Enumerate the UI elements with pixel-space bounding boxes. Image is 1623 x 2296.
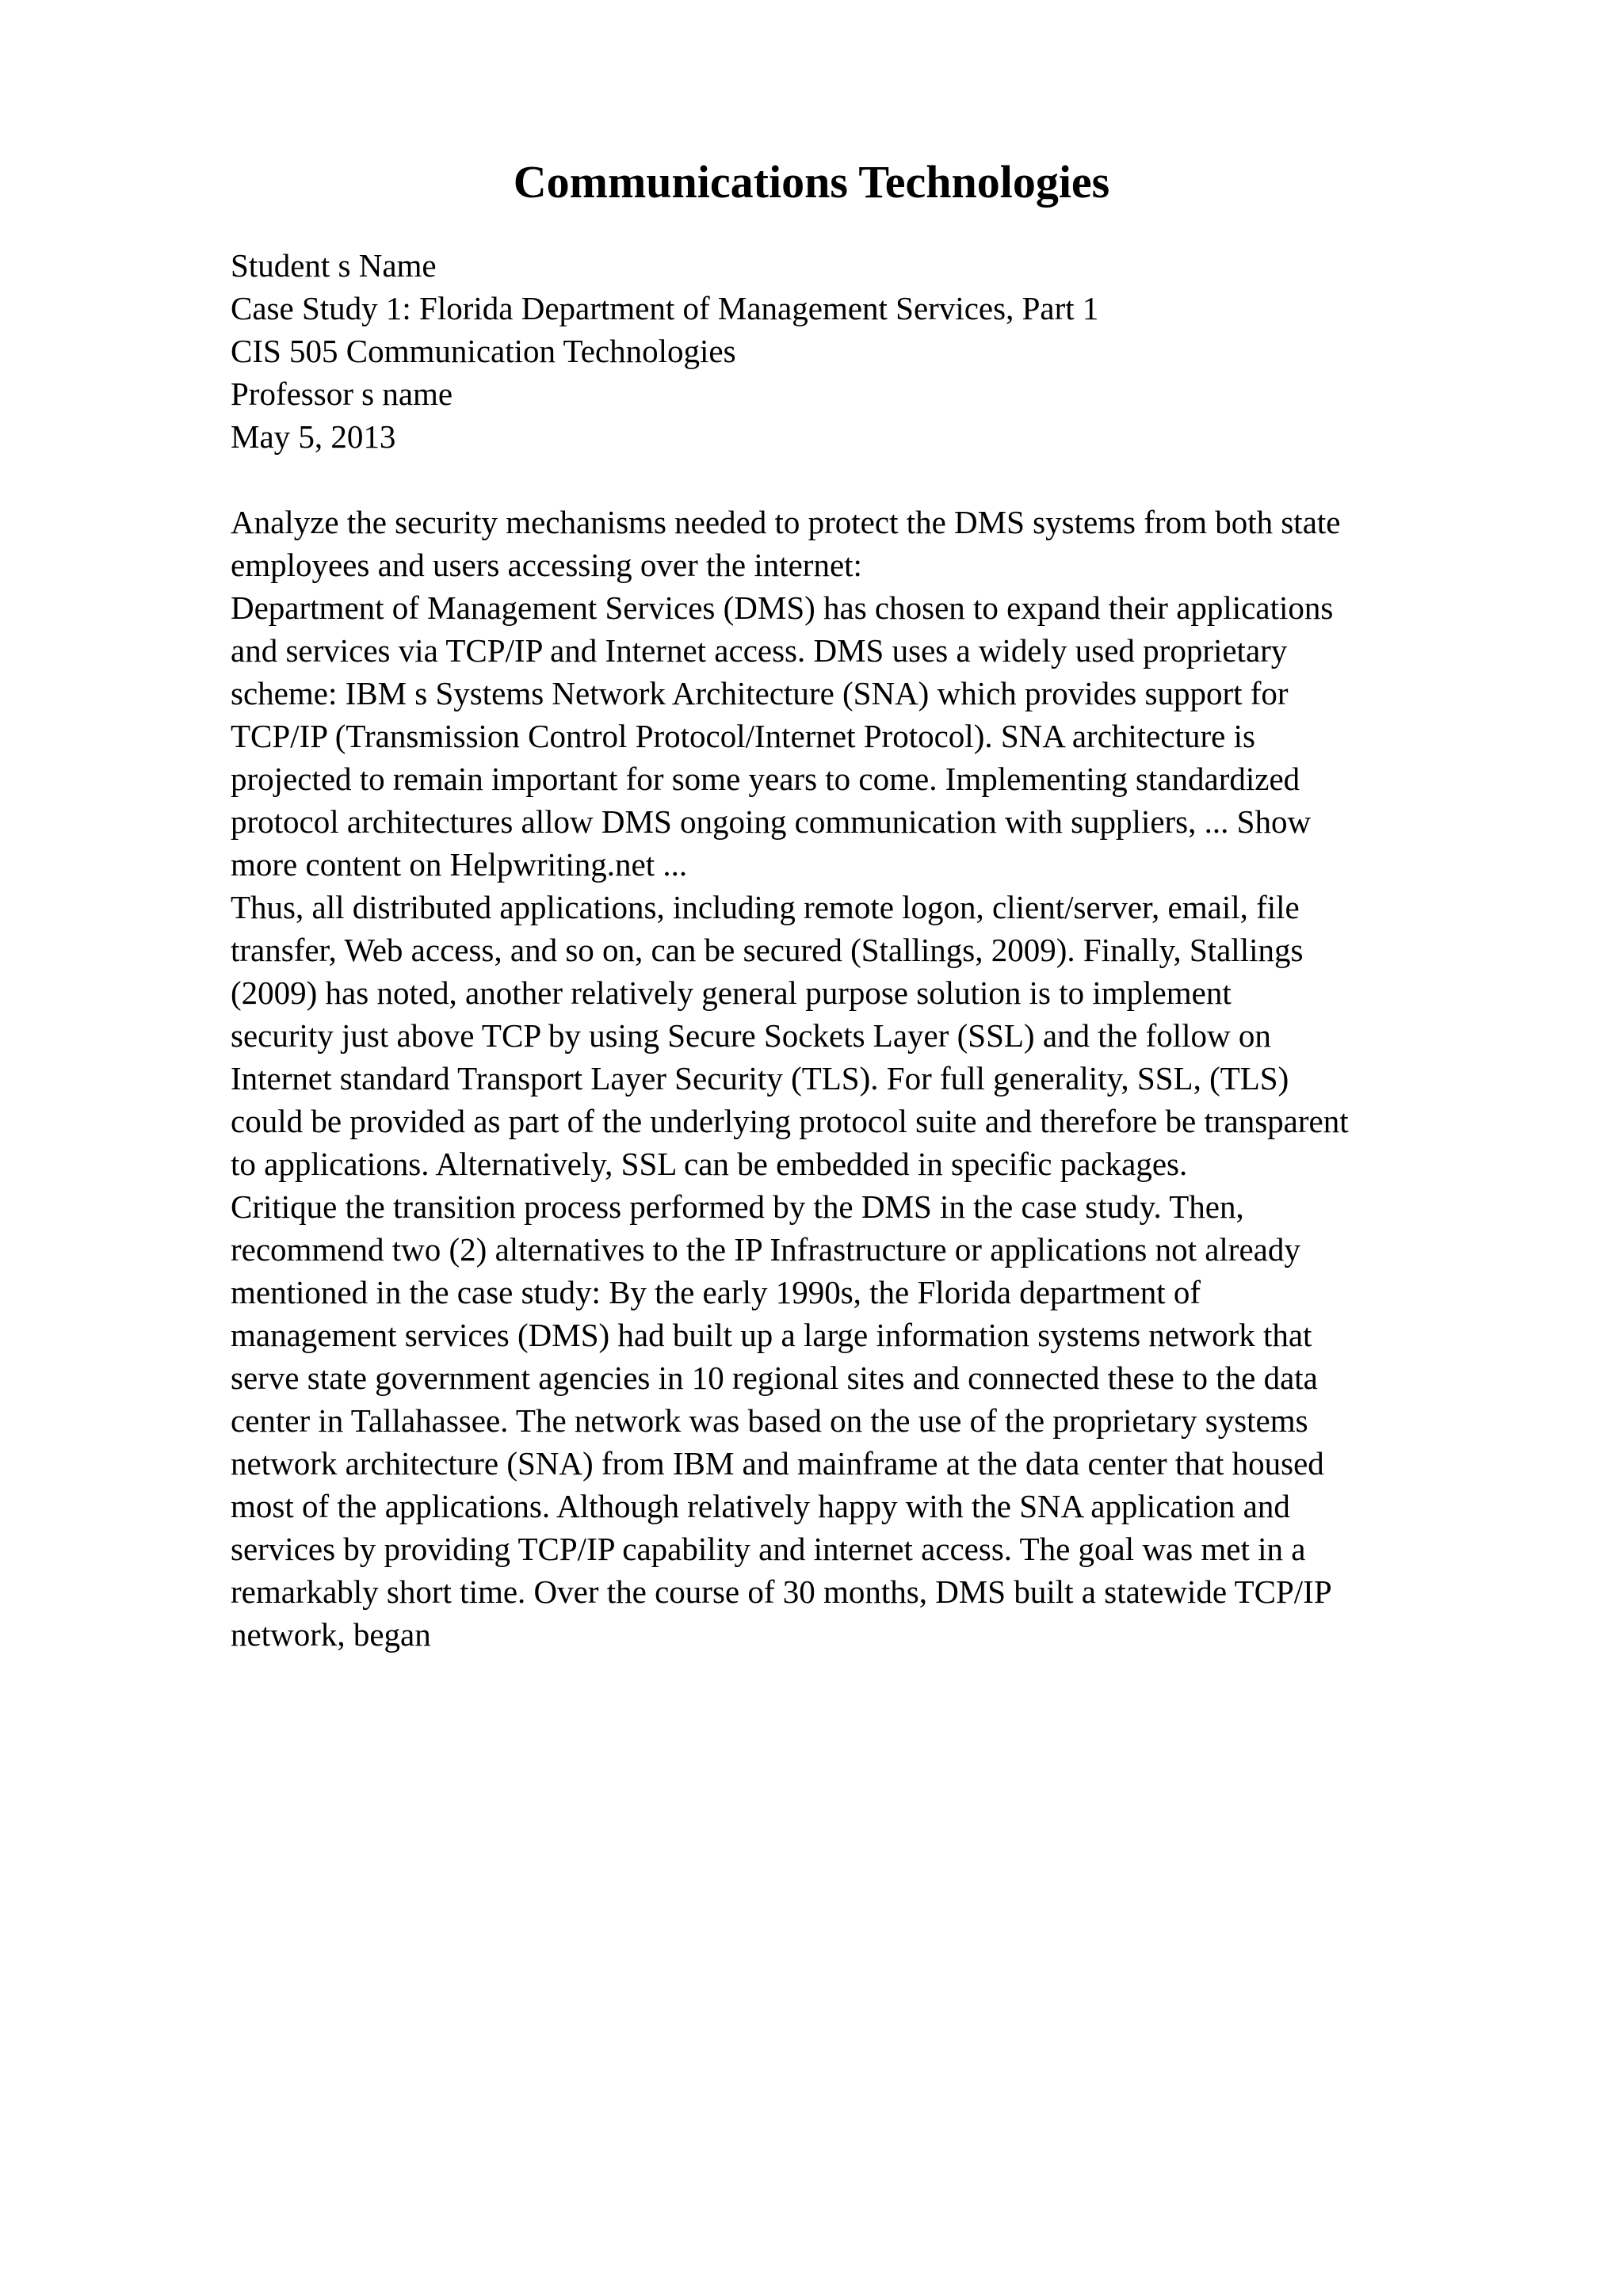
date-line: May 5, 2013 [231, 418, 396, 455]
body-line: protocol architectures allow DMS ongoing communication with suppliers, ... Show [231, 803, 1312, 840]
body-line: mentioned in the case study: By the early 1990s, the Florida department of [231, 1274, 1201, 1310]
body-line: Department of Management Services (DMS) has chosen to expand their applications [231, 589, 1334, 626]
body-line: serve state government agencies in 10 regional sites and connected these to the data [231, 1360, 1318, 1396]
body-line: Critique the transition process performed by the DMS in the case study. Then, [231, 1188, 1244, 1225]
document-header-info [231, 244, 1530, 458]
body-line: recommend two (2) alternatives to the IP Infrastructure or applications not already [231, 1231, 1300, 1268]
body-line: network architecture (SNA) from IBM and mainframe at the data center that housed [231, 1445, 1324, 1482]
body-line: network, began [231, 1616, 431, 1653]
document-body [231, 501, 1530, 1656]
body-line: Internet standard Transport Layer Security (TLS). For full generality, SSL, (TLS) [231, 1060, 1289, 1097]
body-line: could be provided as part of the underlying protocol suite and therefore be transparent [231, 1103, 1349, 1139]
course-line: CIS 505 Communication Technologies [231, 333, 736, 369]
body-line: management services (DMS) had built up a large information systems network that [231, 1317, 1312, 1353]
body-line: TCP/IP (Transmission Control Protocol/Internet Protocol). SNA architecture is [231, 718, 1255, 754]
body-line: Analyze the security mechanisms needed to protect the DMS systems from both state [231, 504, 1341, 540]
body-line: transfer, Web access, and so on, can be secured (Stallings, 2009). Finally, Stallings [231, 932, 1304, 968]
body-line: and services via TCP/IP and Internet access. DMS uses a widely used proprietary [231, 632, 1288, 669]
body-line: most of the applications. Although relatively happy with the SNA application and [231, 1488, 1290, 1524]
body-line: to applications. Alternatively, SSL can be embedded in specific packages. [231, 1146, 1188, 1182]
body-line: (2009) has noted, another relatively general purpose solution is to implement [231, 974, 1232, 1011]
body-line: scheme: IBM s Systems Network Architecture (SNA) which provides support for [231, 675, 1289, 711]
body-line: more content on Helpwriting.net ... [231, 846, 688, 883]
body-line: remarkably short time. Over the course of 30 months, DMS built a statewide TCP/IP [231, 1573, 1332, 1610]
document-title: Communications Technologies [513, 156, 1110, 208]
body-line: employees and users accessing over the internet: [231, 547, 862, 583]
body-line: projected to remain important for some years to come. Implementing standardized [231, 761, 1300, 797]
body-line: center in Tallahassee. The network was based on the use of the proprietary systems [231, 1402, 1308, 1439]
case-study-line: Case Study 1: Florida Department of Management Services, Part 1 [231, 290, 1099, 326]
student-name-line: Student s Name [231, 247, 437, 284]
body-line: security just above TCP by using Secure Sockets Layer (SSL) and the follow on [231, 1017, 1271, 1054]
body-line: Thus, all distributed applications, including remote logon, client/server, email, file [231, 889, 1300, 925]
professor-name-line: Professor s name [231, 376, 453, 412]
body-line: services by providing TCP/IP capability and internet access. The goal was met in a [231, 1531, 1306, 1567]
